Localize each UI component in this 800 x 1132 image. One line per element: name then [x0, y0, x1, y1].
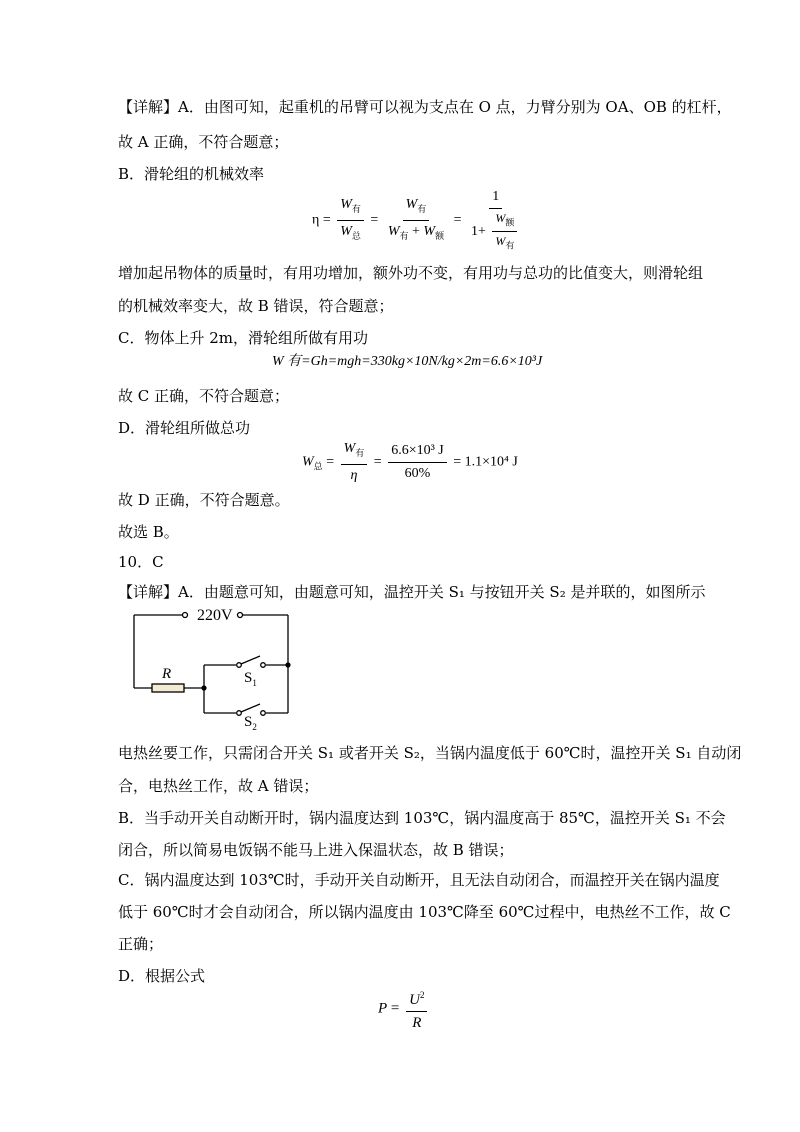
- text-line: 正确；: [118, 935, 164, 953]
- text-line: C．物体上升 2m，滑轮组所做有用功: [118, 329, 369, 347]
- text-line: 故 A 正确，不符合题意；: [118, 133, 289, 151]
- fraction: [385, 196, 447, 245]
- text-line: 闭合，所以简易电饭锅不能马上进入保温状态，故 B 错误；: [118, 841, 514, 859]
- p-symbol: P: [378, 1000, 388, 1017]
- fraction: [341, 440, 368, 485]
- w-symbol: W: [340, 223, 352, 239]
- equals-sign: =: [453, 454, 462, 470]
- text-line: C．锅内温度达到 103℃时，手动开关自动断开，且无法自动闭合，而温控开关在锅内温度: [118, 871, 720, 889]
- text-line: 故选 B。: [118, 523, 179, 541]
- equation-efficiency: [312, 188, 526, 253]
- fraction: [468, 188, 523, 253]
- w-symbol: W: [405, 197, 418, 213]
- text-line: B．滑轮组的机械效率: [118, 165, 265, 183]
- text-line: 增加起吊物体的质量时，有用功增加，额外功不变，有用功与总功的比值变大，则滑轮组: [118, 264, 704, 282]
- switch1-label: $S_1$: [244, 670, 257, 688]
- w-symbol: W: [343, 441, 356, 456]
- fraction: [406, 986, 427, 1032]
- voltage-label: 220V: [197, 607, 233, 624]
- text-line: D．根据公式: [118, 967, 206, 985]
- equals-sign: =: [370, 212, 379, 228]
- equals-sign: =: [326, 454, 335, 470]
- text-line: 合，电热丝工作，故 A 错误；: [118, 777, 319, 795]
- equation-power: [378, 986, 430, 1032]
- subscript: 有: [351, 203, 361, 214]
- plus-sign: +: [412, 223, 420, 239]
- resistor: [152, 684, 184, 692]
- resistor-label: R: [162, 666, 172, 682]
- equation-useful-work: W 有=Gh=mgh=330kg×10N/kg×2m=6.6×10³J: [272, 354, 543, 369]
- result: 1.1×10⁴ J: [464, 454, 518, 470]
- equals-sign: =: [373, 454, 382, 470]
- subscript: 总: [351, 230, 361, 241]
- text-line: 故 C 正确，不符合题意；: [118, 387, 290, 405]
- w-symbol: W: [423, 223, 436, 239]
- text-line: D．滑轮组所做总功: [118, 419, 251, 437]
- subscript: 总: [313, 461, 323, 472]
- u-symbol: U: [409, 992, 420, 1008]
- w-symbol: W: [387, 223, 400, 239]
- superscript: 2: [419, 990, 425, 1000]
- eta-symbol: η: [312, 212, 320, 228]
- subscript: 有: [505, 240, 515, 251]
- text-line: 电热丝要工作，只需闭合开关 S₁ 或者开关 S₂，当锅内温度低于 60℃时，温控开关 S₁ 自动闭: [118, 744, 742, 762]
- equals-sign: =: [322, 212, 331, 228]
- one: 1: [471, 224, 479, 240]
- text-line: 【详解】A．由图可知，起重机的吊臂可以视为支点在 O 点，力臂分别为 OA、OB 的杠杆，: [118, 98, 732, 116]
- denominator: 60%: [404, 465, 431, 481]
- circuit-diagram: [120, 598, 310, 733]
- equals-sign: =: [390, 1000, 400, 1017]
- text-line: B．当手动开关自动断开时，锅内温度达到 103℃，锅内温度高于 85℃，温控开关 S₁ 不会: [118, 809, 726, 827]
- text-line: 【详解】A．由题意可知，由题意可知，温控开关 S₁ 与按钮开关 S₂ 是并联的，如图所示: [118, 583, 706, 601]
- fraction: [388, 442, 447, 483]
- text-line: 低于 60℃时才会自动闭合，所以锅内温度由 103℃降至 60℃过程中，电热丝不工作，故 C: [118, 903, 731, 921]
- numerator: 6.6×10³ J: [388, 442, 447, 463]
- subscript: 有: [399, 230, 409, 241]
- numerator: 1: [489, 188, 502, 209]
- text-line: 10．C: [118, 553, 164, 571]
- w-symbol: W: [495, 211, 506, 225]
- equals-sign: =: [453, 212, 462, 228]
- subscript: 有: [355, 447, 365, 458]
- equation-total-work: [302, 440, 518, 485]
- w-symbol: W: [302, 454, 314, 470]
- inner-fraction: [492, 211, 517, 253]
- plus-sign: +: [478, 224, 486, 240]
- w-symbol: W: [340, 197, 352, 213]
- eta-symbol: η: [350, 467, 358, 483]
- fraction: [337, 196, 364, 245]
- r-symbol: R: [412, 1015, 422, 1031]
- text-line: 故 D 正确，不符合题意。: [118, 491, 290, 509]
- text-line: 的机械效率变大，故 B 错误，符合题意；: [118, 297, 394, 315]
- switch2-label: $S_2$: [244, 714, 257, 732]
- w-symbol: W: [495, 234, 506, 249]
- subscript: 额: [505, 217, 515, 228]
- subscript: 有: [417, 203, 427, 214]
- subscript: 额: [435, 230, 445, 241]
